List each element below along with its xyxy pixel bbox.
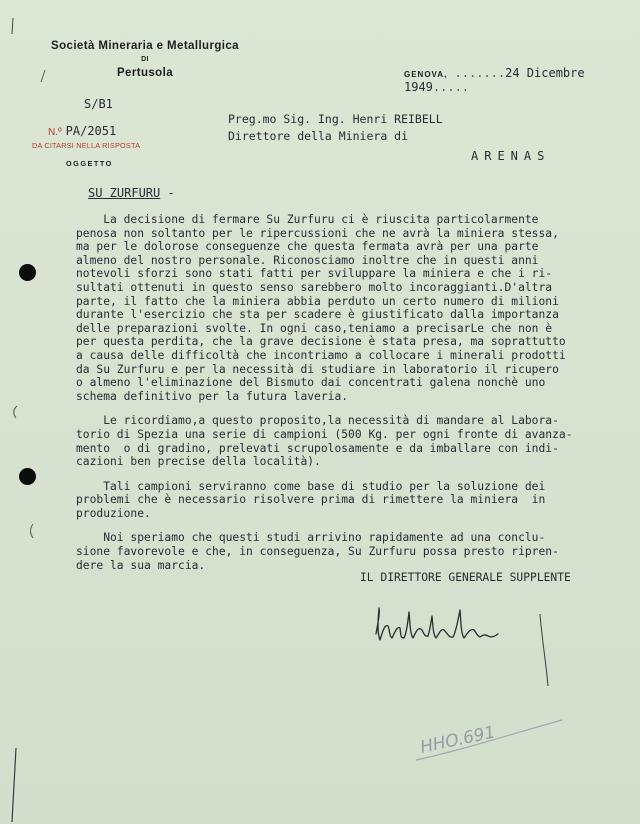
- protocol-number: [48, 124, 116, 138]
- body-line: dere la sua marcia.: [76, 558, 206, 572]
- letter-body: [76, 213, 636, 583]
- destination-mine: ARENAS: [471, 149, 551, 163]
- dateline: [404, 66, 640, 94]
- protocol-label: N.º: [48, 127, 62, 138]
- body-line: mento o di gradino, prelevati scrupolosamente e da imballare con indi-: [76, 441, 559, 455]
- body-line: Noi speriamo che questi studi arrivino rapidamente ad una conclu-: [76, 531, 546, 545]
- body-paragraph: [76, 480, 636, 521]
- subject-label: OGGETTO: [66, 159, 113, 168]
- recipient-role: Direttore della Miniera di: [228, 129, 409, 143]
- date-value: 24 Dicembre 1949: [404, 66, 585, 94]
- body-line: Le ricordiamo,a questo proposito,la necessità di mandare al Labora-: [76, 414, 559, 428]
- body-paragraph: [76, 531, 636, 572]
- body-line: per questa perdita, che la grave decisione è stata presa, ma soprattutto: [76, 335, 566, 349]
- protocol-note: DA CITARSI NELLA RISPOSTA: [32, 141, 141, 150]
- punch-hole-bottom: [19, 468, 36, 485]
- body-line: sione favorevole e che, in conseguenza, Su Zurfuru possa presto ripren-: [76, 545, 559, 559]
- body-line: produzione.: [76, 506, 151, 520]
- punch-hole-top: [19, 264, 36, 281]
- body-line: torio di Spezia una serie di campioni (500 Kg. per ogni fronte di avanza-: [76, 427, 573, 441]
- protocol-value: PA/2051: [65, 124, 117, 138]
- recipient-block: [228, 111, 443, 145]
- subject-dash: -: [160, 186, 175, 200]
- date-dots: .......: [454, 66, 506, 80]
- body-line: ma per le dolorose conseguenze che questa fermata avrà per una parte: [76, 240, 539, 254]
- pencil-annotation: [412, 690, 592, 770]
- margin-bracket-icon: [6, 746, 20, 824]
- body-line: problemi che è necessario risolvere prima di rimettere la miniera in: [76, 493, 546, 507]
- body-line: schema definitivo per la futura laveria.: [76, 389, 349, 403]
- date-city: GENOVA,: [404, 70, 448, 79]
- subject-text: SU ZURFURU: [88, 186, 161, 200]
- date-trail: .....: [432, 80, 470, 94]
- body-line: delle preparazioni svolte. In ogni caso,teniamo a precisarLe che non è: [76, 321, 553, 335]
- recipient-name: Preg.mo Sig. Ing. Henri REIBELL: [228, 112, 443, 126]
- body-line: almeno del nostro personale. Riconosciamo inoltre che in questi anni: [76, 253, 539, 267]
- company-letterhead: [20, 40, 270, 79]
- body-line: durante l'esercizio che sta per scadere è giustificato dalla importanza: [76, 308, 559, 322]
- body-paragraph: [76, 414, 636, 468]
- company-place: Pertusola: [116, 67, 173, 79]
- company-name: Società Mineraria e Metallurgica: [51, 40, 239, 52]
- letterhead-di: DI: [141, 56, 149, 63]
- body-line: o almeno l'eliminazione del Bismuto dai concentrati galena nonchè uno: [76, 376, 546, 390]
- body-line: notevoli sforzi sono stati fatti per sviluppare la miniera e che i ri-: [76, 267, 553, 281]
- body-line: Tali campioni serviranno come base di studio per la soluzione dei: [76, 479, 546, 493]
- body-line: La decisione di fermare Su Zurfuru ci è riuscita particolarmente: [76, 213, 539, 226]
- margin-tick-icon: [8, 404, 20, 420]
- letter-subject: [88, 186, 175, 200]
- annotation-text: HHO.691: [418, 722, 498, 758]
- body-paragraph: [76, 213, 636, 403]
- body-line: da Su Zurfuru e per la necessità di studiare in laboratorio il ricupero: [76, 362, 559, 376]
- body-line: a causa delle difficoltà che incontriamo a collocare i minerali prodotti: [76, 348, 566, 362]
- body-line: cazioni ben precise della località).: [76, 455, 321, 469]
- sender-reference: S/B1: [84, 97, 113, 111]
- body-line: parte, il fatto che la miniera abbia perduto un certo numero di milioni: [76, 294, 559, 308]
- body-line: penosa non soltanto per le ripercussioni che ne avrà la miniera stessa,: [76, 226, 559, 240]
- handwritten-signature: [370, 600, 550, 690]
- margin-tick-icon: [8, 16, 18, 36]
- margin-paren-icon: [26, 522, 36, 540]
- closing-title: IL DIRETTORE GENERALE SUPPLENTE: [360, 571, 571, 584]
- body-line: sultati ottenuti in questo senso sarebbero molto incoraggianti.D'altra: [76, 280, 553, 294]
